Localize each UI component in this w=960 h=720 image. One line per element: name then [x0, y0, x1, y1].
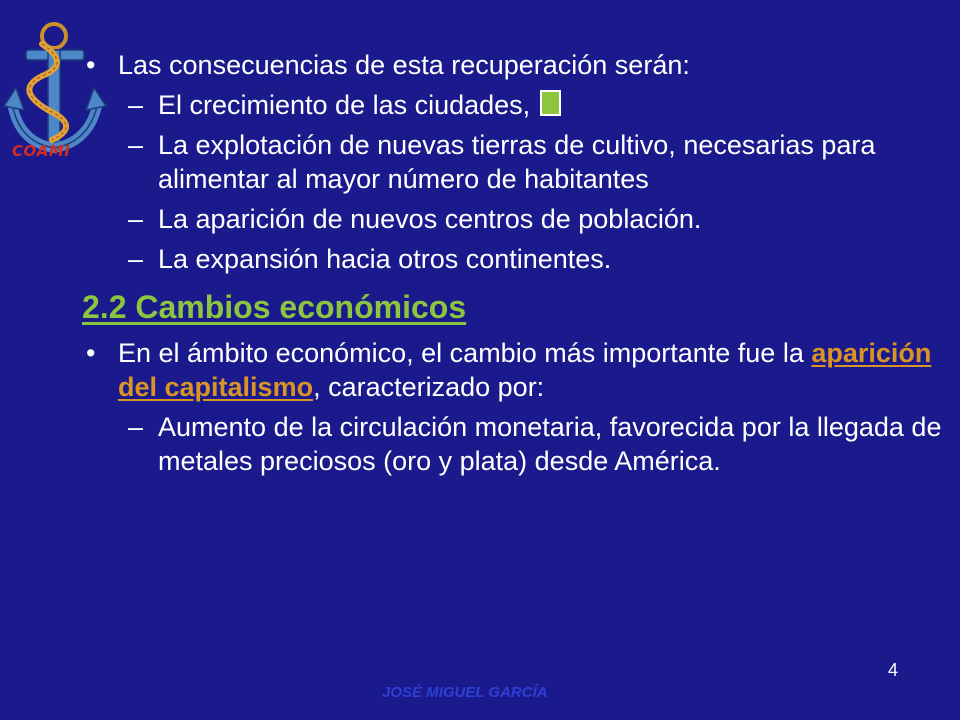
bullet-marker: •: [86, 338, 96, 368]
author-footer: JOSÉ MIGUEL GARCÍA: [382, 684, 548, 701]
section-heading[interactable]: 2.2 Cambios económicos: [82, 289, 467, 325]
sub-item: [82, 128, 942, 196]
bullet-item: [82, 48, 942, 82]
sub-item: [82, 242, 942, 276]
slide-content: [82, 48, 942, 484]
bullet-text: Las consecuencias de esta recuperación serán:: [118, 50, 690, 80]
sub-item: [82, 410, 942, 478]
capitalismo-link[interactable]: aparición del capitalismo: [118, 338, 932, 402]
bullet-item: [82, 336, 942, 404]
bullet-text-after: , caracterizado por:: [313, 372, 545, 402]
sub-item-text: El crecimiento de las ciudades,: [158, 90, 531, 120]
dash-marker: –: [128, 244, 144, 274]
bullet-text-before: En el ámbito económico, el cambio más importante fue la: [118, 338, 812, 368]
logo-label: COAMI: [12, 142, 71, 160]
dash-marker: –: [128, 204, 144, 234]
sub-item-text: La aparición de nuevos centros de población.: [158, 204, 702, 234]
sub-item-text: Aumento de la circulación monetaria, favorecida por la llegada de metales preciosos (oro y plata) desde América.: [158, 412, 942, 476]
dash-marker: –: [128, 130, 144, 160]
sub-item-text: La expansión hacia otros continentes.: [158, 244, 612, 274]
sub-item: [82, 202, 942, 236]
bullet-marker: •: [86, 50, 96, 80]
page-number: 4: [888, 660, 899, 680]
green-square-icon[interactable]: [540, 90, 561, 116]
sub-item-text: La explotación de nuevas tierras de cultivo, necesarias para alimentar al mayor número de habitantes: [158, 130, 876, 194]
dash-marker: –: [128, 90, 144, 120]
dash-marker: –: [128, 412, 144, 442]
sub-item: [82, 88, 942, 122]
